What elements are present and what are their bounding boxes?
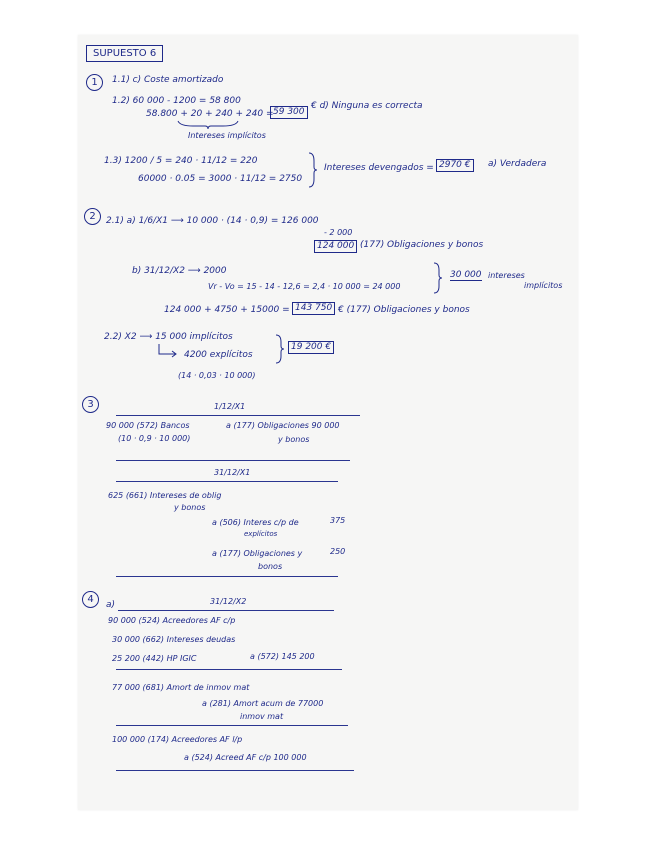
journal-entry-credit-2: inmov mat <box>240 712 284 721</box>
section-number-1: 1 <box>86 74 103 91</box>
answer-2-2-line2: 4200 explícitos <box>184 350 253 360</box>
answer-2-2-line1: 2.2) X2 ⟶ 15 000 implícitos <box>104 332 233 342</box>
journal-entry-note: (10 · 0,9 · 10 000) <box>118 434 191 443</box>
answer-1-2-choice: € d) Ninguna es correcta <box>311 101 423 111</box>
journal-entry: 90 000 (524) Acreedores AF c/p <box>108 616 236 625</box>
journal-line <box>116 770 354 771</box>
answer-4-a: a) <box>106 600 116 610</box>
answer-2-1-b-result-box: 143 750 <box>292 302 335 315</box>
answer-1-3-result-box: 2970 € <box>436 159 474 172</box>
journal-date: 31/12/X1 <box>214 468 251 477</box>
journal-entry-debit: 625 (661) Intereses de oblig <box>108 491 222 500</box>
journal-line <box>116 481 338 482</box>
answer-2-1-b-line2: Vr - Vo = 15 - 14 - 12,6 = 2,4 · 10 000 = 24 000 <box>208 282 401 291</box>
journal-entry-credit-2: bonos <box>258 562 283 571</box>
answer-2-1-interest-label2: implícitos <box>524 281 563 290</box>
answer-2-1-b-line3: 124 000 + 4750 + 15000 = <box>164 305 290 315</box>
journal-date: 31/12/X2 <box>210 597 247 606</box>
journal-entry-debit: 90 000 (572) Bancos <box>106 421 190 430</box>
answer-1-2-line2: 58.800 + 20 + 240 + 240 = <box>146 109 274 119</box>
journal-entry-credit: a (506) Interes c/p de <box>212 518 299 527</box>
journal-line <box>116 725 348 726</box>
answer-1-3-line1: 1.3) 1200 / 5 = 240 · 11/12 = 220 <box>104 156 258 166</box>
answer-2-2-result-box: 19 200 € <box>288 341 334 354</box>
page-title: SUPUESTO 6 <box>86 45 163 62</box>
journal-entry: 100 000 (174) Acreedores AF l/p <box>112 735 243 744</box>
journal-entry-credit: a (177) Obligaciones y <box>212 549 303 558</box>
section-number-4: 4 <box>82 591 99 608</box>
underbrace <box>178 121 238 129</box>
journal-entry: 30 000 (662) Intereses deudas <box>112 635 236 644</box>
journal-line <box>116 576 338 577</box>
journal-entry-credit: a (177) Obligaciones 90 000 <box>226 421 340 430</box>
section-number-2: 2 <box>84 208 101 225</box>
paper-sheet <box>78 35 578 810</box>
answer-2-1-account: (177) Obligaciones y bonos <box>360 240 484 250</box>
journal-entry-credit-2: y bonos <box>278 435 310 444</box>
answer-2-2-line3: (14 · 0,03 · 10 000) <box>178 371 256 380</box>
answer-1-2-line1: 1.2) 60 000 - 1200 = 58 800 <box>112 96 241 106</box>
answer-1-1: 1.1) c) Coste amortizado <box>112 75 224 85</box>
journal-entry-credit: a (572) 145 200 <box>250 652 315 661</box>
answer-2-1-result-box: 124 000 <box>314 240 357 253</box>
journal-entry: 25 200 (442) HP IGIC <box>112 654 197 663</box>
journal-line <box>116 415 360 416</box>
answer-2-1-b-account: € (177) Obligaciones y bonos <box>338 305 470 315</box>
journal-entry-amount: 375 <box>330 516 346 525</box>
answer-1-3-line2: 60000 · 0.05 = 3000 · 11/12 = 2750 <box>138 174 303 184</box>
answer-2-1-interest: 30 000 <box>450 270 482 280</box>
journal-entry-credit-2: explícitos <box>244 530 278 538</box>
answer-1-2-result-box: 59 300 <box>270 106 308 119</box>
answer-1-2-note: Intereses implícitos <box>188 131 266 140</box>
journal-entry-credit: a (281) Amort acum de 77000 <box>202 699 324 708</box>
journal-line <box>118 610 334 611</box>
answer-2-1-interest-label: intereses <box>488 271 525 280</box>
curly-brace <box>276 335 284 363</box>
journal-entry-debit-2: y bonos <box>174 503 206 512</box>
answer-2-1-line1: 2.1) a) 1/6/X1 ⟶ 10 000 · (14 · 0,9) = 126 000 <box>106 216 319 226</box>
answer-1-3-label: Intereses devengados = <box>324 163 434 173</box>
journal-entry-credit: a (524) Acreed AF c/p 100 000 <box>184 753 307 762</box>
curly-brace <box>309 153 317 187</box>
journal-entry-amount: 250 <box>330 547 346 556</box>
answer-2-1-b-line1: b) 31/12/X2 ⟶ 2000 <box>132 266 227 276</box>
answer-2-1-minus: - 2 000 <box>324 228 353 237</box>
journal-line <box>116 669 342 670</box>
answer-1-3-choice: a) Verdadera <box>488 159 547 169</box>
hook-arrow <box>158 344 178 357</box>
journal-entry: 77 000 (681) Amort de inmov mat <box>112 683 250 692</box>
journal-date: 1/12/X1 <box>214 402 246 411</box>
curly-brace <box>434 263 442 293</box>
section-number-3: 3 <box>82 396 99 413</box>
journal-line <box>116 460 350 461</box>
